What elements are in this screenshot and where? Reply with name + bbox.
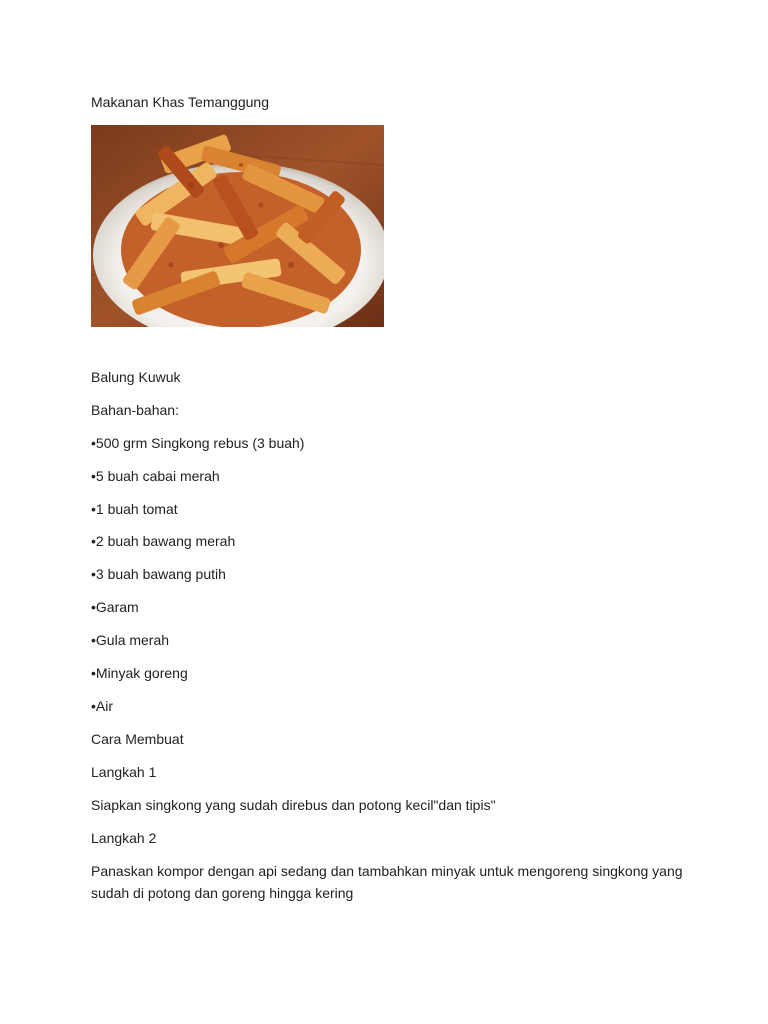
ingredient-item: •3 buah bawang putih [91, 566, 226, 582]
step-label: Langkah 1 [91, 764, 157, 780]
step-label: Langkah 2 [91, 830, 157, 846]
recipe-name: Balung Kuwuk [91, 369, 181, 385]
ingredient-item: •Air [91, 698, 114, 714]
ingredient-item: •500 grm Singkong rebus (3 buah) [91, 435, 305, 451]
ingredient-item: •Garam [91, 599, 139, 615]
step-text: Panaskan kompor dengan api sedang dan tambahkan minyak untuk mengoreng singkong yang sudah di potong dan goreng hingga kering [91, 863, 683, 901]
ingredient-item: •1 buah tomat [91, 501, 178, 517]
step-text: Siapkan singkong yang sudah direbus dan potong kecil"dan tipis" [91, 797, 496, 813]
method-heading: Cara Membuat [91, 731, 184, 747]
ingredient-item: •5 buah cabai merah [91, 468, 220, 484]
ingredient-item: •Gula merah [91, 632, 170, 648]
ingredient-item: •2 buah bawang merah [91, 533, 236, 549]
food-photo [91, 125, 384, 327]
ingredient-item: •Minyak goreng [91, 665, 188, 681]
document-title: Makanan Khas Temanggung [91, 94, 269, 110]
ingredients-heading: Bahan-bahan: [91, 402, 179, 418]
